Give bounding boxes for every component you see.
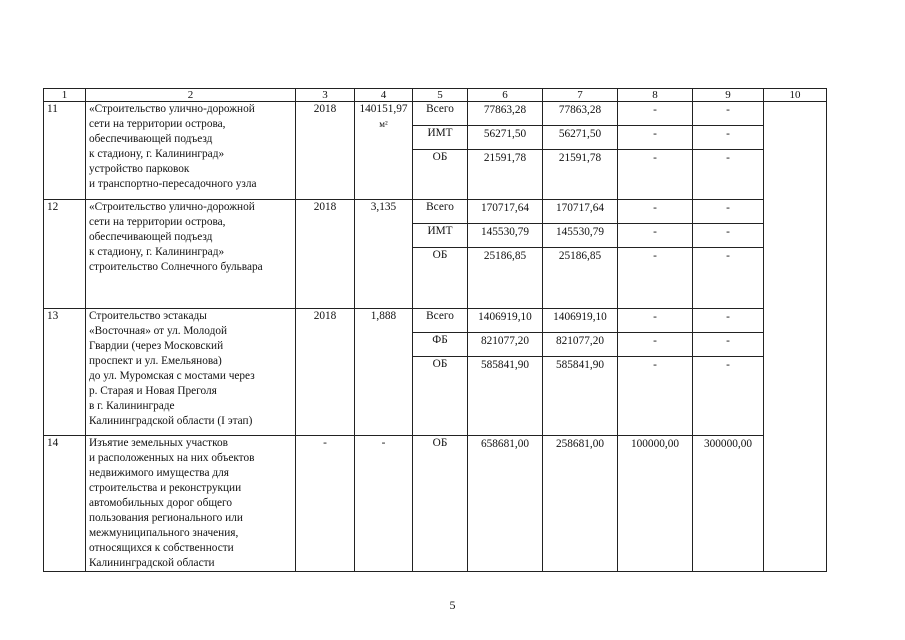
year-cell: 2018: [296, 309, 355, 436]
funding-source: ОБ: [413, 436, 468, 572]
col-header: 10: [764, 89, 827, 102]
amount-total: 56271,50: [468, 126, 543, 150]
amount-col8: -: [618, 126, 693, 150]
funding-source: ОБ: [413, 150, 468, 200]
funding-source: ФБ: [413, 333, 468, 357]
col-header: 7: [543, 89, 618, 102]
amount-col7: 21591,78: [543, 150, 618, 200]
header-row: [44, 89, 827, 102]
amount-col7: 821077,20: [543, 333, 618, 357]
funding-source: ИМТ: [413, 126, 468, 150]
table-row: [44, 200, 827, 224]
object-name: «Строительство улично-дорожной сети на территории острова, обеспечивающей подъезд к стадиону, г. Калининград» устройство парковок и транспортно-пересадочного узла: [86, 102, 296, 200]
agency-cell: [764, 102, 827, 572]
amount-col8: 100000,00: [618, 436, 693, 572]
amount-total: 1406919,10: [468, 309, 543, 333]
row-number: 11: [44, 102, 86, 200]
main-table: [43, 88, 827, 572]
row-number: 14: [44, 436, 86, 572]
table-row: [44, 102, 827, 126]
col-header: 4: [355, 89, 413, 102]
row-number: 13: [44, 309, 86, 436]
amount-col7: 145530,79: [543, 224, 618, 248]
funding-source: Всего: [413, 309, 468, 333]
amount-total: 821077,20: [468, 333, 543, 357]
amount-col7: 258681,00: [543, 436, 618, 572]
table-row: [44, 436, 827, 572]
amount-col9: -: [693, 102, 764, 126]
amount-col9: -: [693, 126, 764, 150]
amount-col8: -: [618, 357, 693, 436]
amount-col9: -: [693, 357, 764, 436]
funding-source: ОБ: [413, 357, 468, 436]
amount-col8: -: [618, 200, 693, 224]
capacity-unit: м²: [379, 119, 388, 129]
amount-col7: 56271,50: [543, 126, 618, 150]
amount-total: 21591,78: [468, 150, 543, 200]
amount-col7: 25186,85: [543, 248, 618, 309]
col-header: 6: [468, 89, 543, 102]
amount-col9: -: [693, 150, 764, 200]
object-name: Изъятие земельных участков и расположенных на них объектов недвижимого имущества для строительства и реконструкции автомобильных дорог общего пользования регионального или межмуниципального значения, относящихся к собственности Калининградской области: [86, 436, 296, 572]
amount-total: 145530,79: [468, 224, 543, 248]
capacity-cell: -: [355, 436, 413, 572]
capacity-value: 140151,97: [359, 103, 408, 115]
amount-col7: 170717,64: [543, 200, 618, 224]
amount-col7: 585841,90: [543, 357, 618, 436]
table-row: [44, 309, 827, 333]
funding-source: ОБ: [413, 248, 468, 309]
amount-total: 25186,85: [468, 248, 543, 309]
amount-total: 77863,28: [468, 102, 543, 126]
amount-col8: -: [618, 102, 693, 126]
amount-col8: -: [618, 248, 693, 309]
col-header: 2: [86, 89, 296, 102]
amount-col9: -: [693, 309, 764, 333]
amount-col8: -: [618, 309, 693, 333]
amount-col7: 77863,28: [543, 102, 618, 126]
row-number: 12: [44, 200, 86, 309]
col-header: 1: [44, 89, 86, 102]
col-header: 3: [296, 89, 355, 102]
amount-total: 658681,00: [468, 436, 543, 572]
amount-total: 170717,64: [468, 200, 543, 224]
capacity-cell: 1,888: [355, 309, 413, 436]
funding-source: Всего: [413, 102, 468, 126]
funding-source: ИМТ: [413, 224, 468, 248]
capacity-cell: 3,135: [355, 200, 413, 309]
year-cell: 2018: [296, 102, 355, 200]
amount-col9: -: [693, 333, 764, 357]
amount-col9: -: [693, 200, 764, 224]
amount-col9: 300000,00: [693, 436, 764, 572]
col-header: 9: [693, 89, 764, 102]
year-cell: -: [296, 436, 355, 572]
page-number: 5: [449, 598, 456, 612]
object-name: Строительство эстакады «Восточная» от ул. Молодой Гвардии (через Московский проспект и ул. Емельянова) до ул. Муромская с мостами через р. Старая и Новая Преголя в г. Калининграде Калининградской области (I этап): [86, 309, 296, 436]
amount-col8: -: [618, 150, 693, 200]
amount-total: 585841,90: [468, 357, 543, 436]
amount-col7: 1406919,10: [543, 309, 618, 333]
col-header: 5: [413, 89, 468, 102]
year-cell: 2018: [296, 200, 355, 309]
col-header: 8: [618, 89, 693, 102]
capacity-cell: [355, 102, 413, 200]
amount-col9: -: [693, 248, 764, 309]
amount-col8: -: [618, 224, 693, 248]
object-name: «Строительство улично-дорожной сети на территории острова, обеспечивающей подъезд к стадиону, г. Калининград» строительство Солнечного бульвара: [86, 200, 296, 309]
funding-source: Всего: [413, 200, 468, 224]
amount-col8: -: [618, 333, 693, 357]
amount-col9: -: [693, 224, 764, 248]
